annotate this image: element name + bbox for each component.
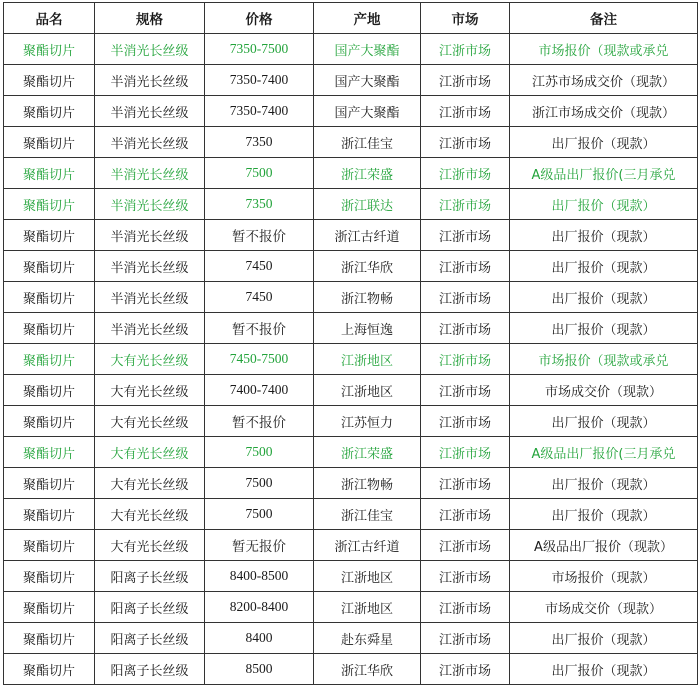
table-row: [4, 189, 698, 220]
cell-product-name: 聚酯切片: [4, 654, 95, 685]
cell-remarks: 出厂报价（现款）: [510, 468, 698, 499]
cell-market: 江浙市场: [421, 344, 510, 375]
table-row: [4, 313, 698, 344]
cell-spec: 大有光长丝级: [95, 530, 205, 561]
cell-remarks: 出厂报价（现款）: [510, 406, 698, 437]
cell-market: 江浙市场: [421, 282, 510, 313]
cell-remarks: 出厂报价（现款）: [510, 654, 698, 685]
cell-spec: 阳离子长丝级: [95, 592, 205, 623]
cell-origin: 江浙地区: [314, 344, 421, 375]
table-header-row: [4, 3, 698, 34]
cell-product-name: 聚酯切片: [4, 468, 95, 499]
cell-market: 江浙市场: [421, 96, 510, 127]
cell-spec: 大有光长丝级: [95, 344, 205, 375]
cell-remarks: A级品出厂报价(三月承兑: [510, 437, 698, 468]
cell-spec: 半消光长丝级: [95, 313, 205, 344]
cell-origin: 浙江佳宝: [314, 499, 421, 530]
cell-price: 7450: [205, 282, 314, 313]
cell-remarks: A级品出厂报价(三月承兑: [510, 158, 698, 189]
cell-market: 江浙市场: [421, 437, 510, 468]
cell-product-name: 聚酯切片: [4, 282, 95, 313]
table-row: [4, 158, 698, 189]
cell-origin: 国产大聚酯: [314, 65, 421, 96]
cell-product-name: 聚酯切片: [4, 220, 95, 251]
cell-remarks: 出厂报价（现款）: [510, 313, 698, 344]
cell-product-name: 聚酯切片: [4, 65, 95, 96]
cell-market: 江浙市场: [421, 34, 510, 65]
cell-price: 7500: [205, 437, 314, 468]
cell-product-name: 聚酯切片: [4, 127, 95, 158]
cell-spec: 阳离子长丝级: [95, 654, 205, 685]
cell-spec: 半消光长丝级: [95, 189, 205, 220]
cell-market: 江浙市场: [421, 127, 510, 158]
cell-spec: 半消光长丝级: [95, 282, 205, 313]
table-row: [4, 96, 698, 127]
cell-price: 暂不报价: [205, 313, 314, 344]
cell-market: 江浙市场: [421, 158, 510, 189]
cell-market: 江浙市场: [421, 189, 510, 220]
cell-price: 7350: [205, 127, 314, 158]
cell-price: 7350-7500: [205, 34, 314, 65]
table-row: [4, 406, 698, 437]
cell-origin: 浙江荣盛: [314, 437, 421, 468]
cell-spec: 阳离子长丝级: [95, 561, 205, 592]
cell-origin: 江浙地区: [314, 375, 421, 406]
price-table: [3, 2, 698, 685]
cell-product-name: 聚酯切片: [4, 561, 95, 592]
cell-spec: 半消光长丝级: [95, 127, 205, 158]
cell-remarks: 出厂报价（现款）: [510, 220, 698, 251]
header-remarks: 备注: [510, 3, 698, 34]
cell-remarks: 市场报价（现款）: [510, 561, 698, 592]
header-spec: 规格: [95, 3, 205, 34]
cell-remarks: 江苏市场成交价（现款）: [510, 65, 698, 96]
cell-product-name: 聚酯切片: [4, 251, 95, 282]
cell-market: 江浙市场: [421, 468, 510, 499]
table-body: [4, 34, 698, 685]
cell-market: 江浙市场: [421, 499, 510, 530]
cell-market: 江浙市场: [421, 654, 510, 685]
cell-remarks: 出厂报价（现款）: [510, 623, 698, 654]
table-row: [4, 654, 698, 685]
table-row: [4, 375, 698, 406]
cell-origin: 浙江古纤道: [314, 530, 421, 561]
cell-origin: 浙江华欣: [314, 654, 421, 685]
cell-product-name: 聚酯切片: [4, 313, 95, 344]
cell-spec: 半消光长丝级: [95, 251, 205, 282]
cell-price: 暂不报价: [205, 220, 314, 251]
table-row: [4, 561, 698, 592]
cell-origin: 浙江古纤道: [314, 220, 421, 251]
cell-origin: 浙江荣盛: [314, 158, 421, 189]
cell-origin: 赴东舜星: [314, 623, 421, 654]
cell-spec: 半消光长丝级: [95, 65, 205, 96]
cell-remarks: 市场报价（现款或承兑: [510, 34, 698, 65]
table-row: [4, 65, 698, 96]
table-row: [4, 282, 698, 313]
cell-origin: 国产大聚酯: [314, 34, 421, 65]
table-row: [4, 623, 698, 654]
cell-spec: 大有光长丝级: [95, 375, 205, 406]
cell-remarks: 出厂报价（现款）: [510, 499, 698, 530]
cell-product-name: 聚酯切片: [4, 406, 95, 437]
cell-market: 江浙市场: [421, 592, 510, 623]
cell-product-name: 聚酯切片: [4, 499, 95, 530]
cell-remarks: 出厂报价（现款）: [510, 189, 698, 220]
cell-spec: 半消光长丝级: [95, 34, 205, 65]
cell-spec: 大有光长丝级: [95, 406, 205, 437]
cell-price: 8400-8500: [205, 561, 314, 592]
header-product-name: 品名: [4, 3, 95, 34]
cell-origin: 浙江佳宝: [314, 127, 421, 158]
cell-market: 江浙市场: [421, 220, 510, 251]
cell-product-name: 聚酯切片: [4, 592, 95, 623]
cell-remarks: 出厂报价（现款）: [510, 251, 698, 282]
cell-market: 江浙市场: [421, 251, 510, 282]
cell-price: 8400: [205, 623, 314, 654]
cell-price: 暂不报价: [205, 406, 314, 437]
cell-price: 7500: [205, 158, 314, 189]
table-row: [4, 437, 698, 468]
cell-price: 7350-7400: [205, 96, 314, 127]
cell-spec: 半消光长丝级: [95, 96, 205, 127]
cell-product-name: 聚酯切片: [4, 158, 95, 189]
table-row: [4, 34, 698, 65]
cell-spec: 大有光长丝级: [95, 468, 205, 499]
cell-price: 7450: [205, 251, 314, 282]
cell-remarks: 出厂报价（现款）: [510, 127, 698, 158]
cell-spec: 大有光长丝级: [95, 499, 205, 530]
header-price: 价格: [205, 3, 314, 34]
table-row: [4, 251, 698, 282]
cell-origin: 浙江联达: [314, 189, 421, 220]
cell-origin: 国产大聚酯: [314, 96, 421, 127]
cell-price: 7500: [205, 468, 314, 499]
cell-price: 7400-7400: [205, 375, 314, 406]
table-row: [4, 499, 698, 530]
table-row: [4, 220, 698, 251]
cell-origin: 上海恒逸: [314, 313, 421, 344]
cell-price: 8500: [205, 654, 314, 685]
cell-market: 江浙市场: [421, 65, 510, 96]
cell-product-name: 聚酯切片: [4, 189, 95, 220]
cell-spec: 阳离子长丝级: [95, 623, 205, 654]
cell-remarks: A级品出厂报价（现款）: [510, 530, 698, 561]
cell-price: 7450-7500: [205, 344, 314, 375]
cell-spec: 半消光长丝级: [95, 220, 205, 251]
cell-product-name: 聚酯切片: [4, 34, 95, 65]
table-row: [4, 530, 698, 561]
cell-origin: 江苏恒力: [314, 406, 421, 437]
header-origin: 产地: [314, 3, 421, 34]
cell-price: 8200-8400: [205, 592, 314, 623]
cell-product-name: 聚酯切片: [4, 375, 95, 406]
table-row: [4, 592, 698, 623]
cell-remarks: 市场成交价（现款）: [510, 375, 698, 406]
cell-product-name: 聚酯切片: [4, 344, 95, 375]
table-row: [4, 127, 698, 158]
cell-market: 江浙市场: [421, 313, 510, 344]
cell-remarks: 浙江市场成交价（现款）: [510, 96, 698, 127]
cell-price: 7350: [205, 189, 314, 220]
table-row: [4, 344, 698, 375]
cell-market: 江浙市场: [421, 375, 510, 406]
cell-origin: 浙江物畅: [314, 468, 421, 499]
cell-product-name: 聚酯切片: [4, 437, 95, 468]
table-row: [4, 468, 698, 499]
cell-market: 江浙市场: [421, 530, 510, 561]
cell-remarks: 市场报价（现款或承兑: [510, 344, 698, 375]
cell-origin: 浙江华欣: [314, 251, 421, 282]
cell-remarks: 出厂报价（现款）: [510, 282, 698, 313]
cell-product-name: 聚酯切片: [4, 530, 95, 561]
cell-product-name: 聚酯切片: [4, 623, 95, 654]
cell-price: 暂无报价: [205, 530, 314, 561]
cell-market: 江浙市场: [421, 406, 510, 437]
cell-origin: 浙江物畅: [314, 282, 421, 313]
cell-market: 江浙市场: [421, 561, 510, 592]
cell-price: 7350-7400: [205, 65, 314, 96]
cell-origin: 江浙地区: [314, 592, 421, 623]
cell-spec: 半消光长丝级: [95, 158, 205, 189]
cell-product-name: 聚酯切片: [4, 96, 95, 127]
cell-remarks: 市场成交价（现款）: [510, 592, 698, 623]
cell-spec: 大有光长丝级: [95, 437, 205, 468]
cell-market: 江浙市场: [421, 623, 510, 654]
cell-origin: 江浙地区: [314, 561, 421, 592]
header-market: 市场: [421, 3, 510, 34]
cell-price: 7500: [205, 499, 314, 530]
price-table-container: [3, 2, 698, 685]
